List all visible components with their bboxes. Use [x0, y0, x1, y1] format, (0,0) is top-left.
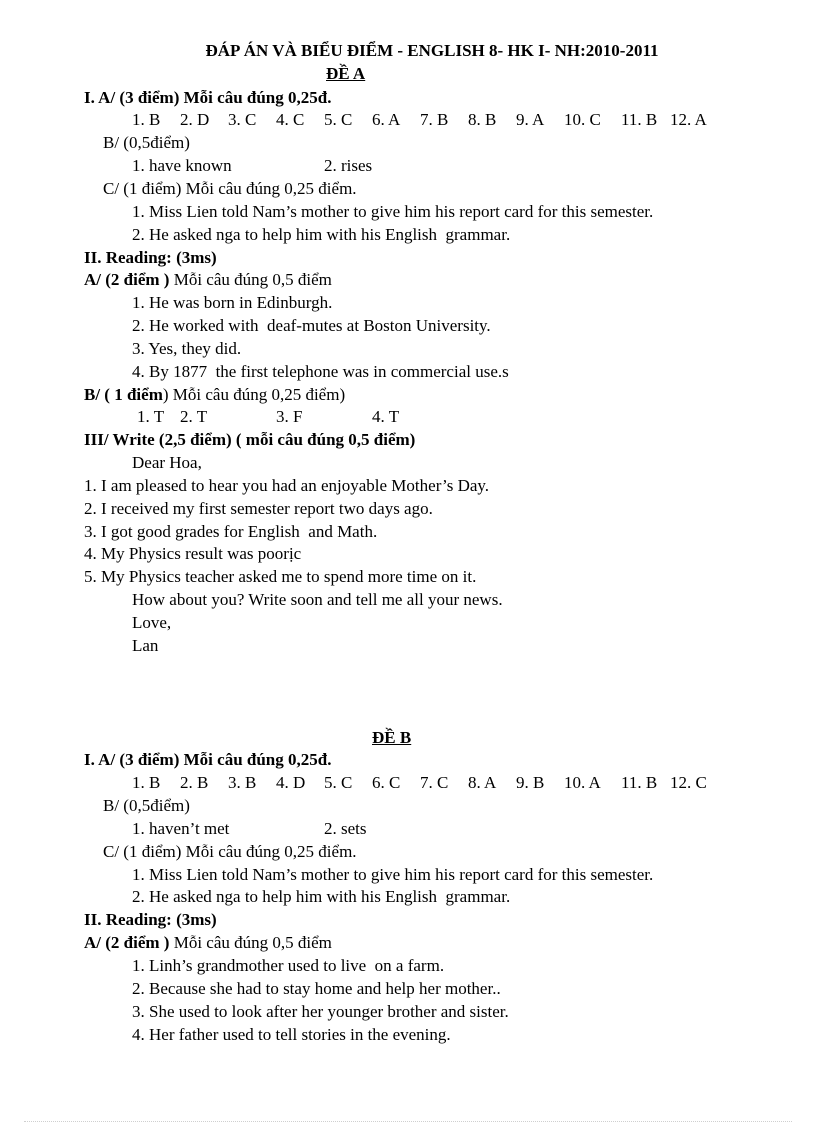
answer-item: 1. He was born in Edinburgh. — [132, 293, 333, 312]
answer-item: 7. B — [420, 110, 449, 129]
answer-item: 6. A — [372, 110, 401, 129]
answer-item: 2. He worked with deaf-mutes at Boston University. — [132, 316, 491, 335]
answer-item: 2. T — [180, 407, 208, 426]
answer-item: 1. B — [132, 110, 161, 129]
part1-c-heading: C/ (1 điểm) Mỗi câu đúng 0,25 điểm. — [103, 842, 357, 861]
letter-line: 3. I got good grades for English and Math. — [84, 522, 378, 541]
answer-item: 5. C — [324, 110, 353, 129]
letter-signoff: Love, — [132, 613, 172, 632]
answer-item: 4. By 1877 the first telephone was in commercial use.s — [132, 362, 509, 381]
answer-item: 2. B — [180, 773, 209, 792]
part1-a-heading: I. A/ (3 điểm) Mỗi câu đúng 0,25đ. — [84, 88, 332, 107]
part3-heading: III/ Write (2,5 điểm) ( mỗi câu đúng 0,5 điểm) — [84, 430, 416, 449]
document-title: ĐÁP ÁN VÀ BIỂU ĐIỂM - ENGLISH 8- HK I- NH:2010-2011 — [205, 41, 659, 60]
answer-item: 4. D — [276, 773, 306, 792]
answer-item: 2. He asked nga to help him with his English grammar. — [132, 887, 511, 906]
letter-line: 4. My Physics result was poorịc — [84, 544, 302, 563]
letter-greeting: Dear Hoa, — [132, 453, 202, 472]
answer-item: 1. T — [137, 407, 165, 426]
answer-item: 4. Her father used to tell stories in the evening. — [132, 1025, 451, 1044]
answer-item: 3. F — [276, 407, 303, 426]
answer-item: 2. rises — [324, 156, 373, 175]
part1-b-heading: B/ (0,5điểm) — [103, 133, 190, 152]
part2-heading: II. Reading: (3ms) — [84, 910, 217, 929]
answer-item: 2. He asked nga to help him with his English grammar. — [132, 225, 511, 244]
answer-item: 1. have known — [132, 156, 232, 175]
answer-item: 4. T — [372, 407, 400, 426]
part2-a-heading: A/ (2 điểm ) Mỗi câu đúng 0,5 điểm — [84, 270, 332, 289]
answer-item: 7. C — [420, 773, 449, 792]
answer-item: 1. haven’t met — [132, 819, 230, 838]
answer-item: 11. B — [621, 773, 658, 792]
part1-c-heading: C/ (1 điểm) Mỗi câu đúng 0,25 điểm. — [103, 179, 357, 198]
answer-item: 3. C — [228, 110, 257, 129]
answer-item: 2. Because she had to stay home and help her mother.. — [132, 979, 501, 998]
letter-line: 5. My Physics teacher asked me to spend more time on it. — [84, 567, 477, 586]
answer-item: 3. Yes, they did. — [132, 339, 242, 358]
answer-item: 3. She used to look after her younger brother and sister. — [132, 1002, 509, 1021]
answer-item: 5. C — [324, 773, 353, 792]
answer-item: 1. Linh’s grandmother used to live on a farm. — [132, 956, 445, 975]
part1-b-heading: B/ (0,5điểm) — [103, 796, 190, 815]
answer-item: 1. Miss Lien told Nam’s mother to give him his report card for this semester. — [132, 202, 654, 221]
part2-b-heading: B/ ( 1 điểm) Mỗi câu đúng 0,25 điểm) — [84, 385, 346, 404]
part2-heading: II. Reading: (3ms) — [84, 248, 217, 267]
answer-item: 12. C — [670, 773, 707, 792]
letter-signature: Lan — [132, 636, 159, 655]
answer-item: 4. C — [276, 110, 305, 129]
answer-item: 1. B — [132, 773, 161, 792]
part1-a-heading: I. A/ (3 điểm) Mỗi câu đúng 0,25đ. — [84, 750, 332, 769]
answer-item: 9. A — [516, 110, 545, 129]
letter-line: 2. I received my first semester report two days ago. — [84, 499, 433, 518]
answer-item: 12. A — [670, 110, 707, 129]
section-heading-de-b: ĐỀ B — [372, 728, 412, 747]
answer-item: 6. C — [372, 773, 401, 792]
answer-item: 3. B — [228, 773, 257, 792]
answer-item: 8. B — [468, 110, 497, 129]
answer-item: 2. sets — [324, 819, 367, 838]
page-bottom-divider — [24, 1121, 792, 1122]
part2-a-heading: A/ (2 điểm ) Mỗi câu đúng 0,5 điểm — [84, 933, 332, 952]
letter-closing: How about you? Write soon and tell me all your news. — [132, 590, 503, 609]
answer-item: 11. B — [621, 110, 658, 129]
section-heading-de-a: ĐỀ A — [326, 64, 366, 83]
answer-item: 8. A — [468, 773, 497, 792]
answer-item: 10. C — [564, 110, 601, 129]
answer-item: 1. Miss Lien told Nam’s mother to give him his report card for this semester. — [132, 865, 654, 884]
answer-item: 10. A — [564, 773, 601, 792]
answer-item: 2. D — [180, 110, 210, 129]
answer-item: 9. B — [516, 773, 545, 792]
letter-line: 1. I am pleased to hear you had an enjoyable Mother’s Day. — [84, 476, 490, 495]
